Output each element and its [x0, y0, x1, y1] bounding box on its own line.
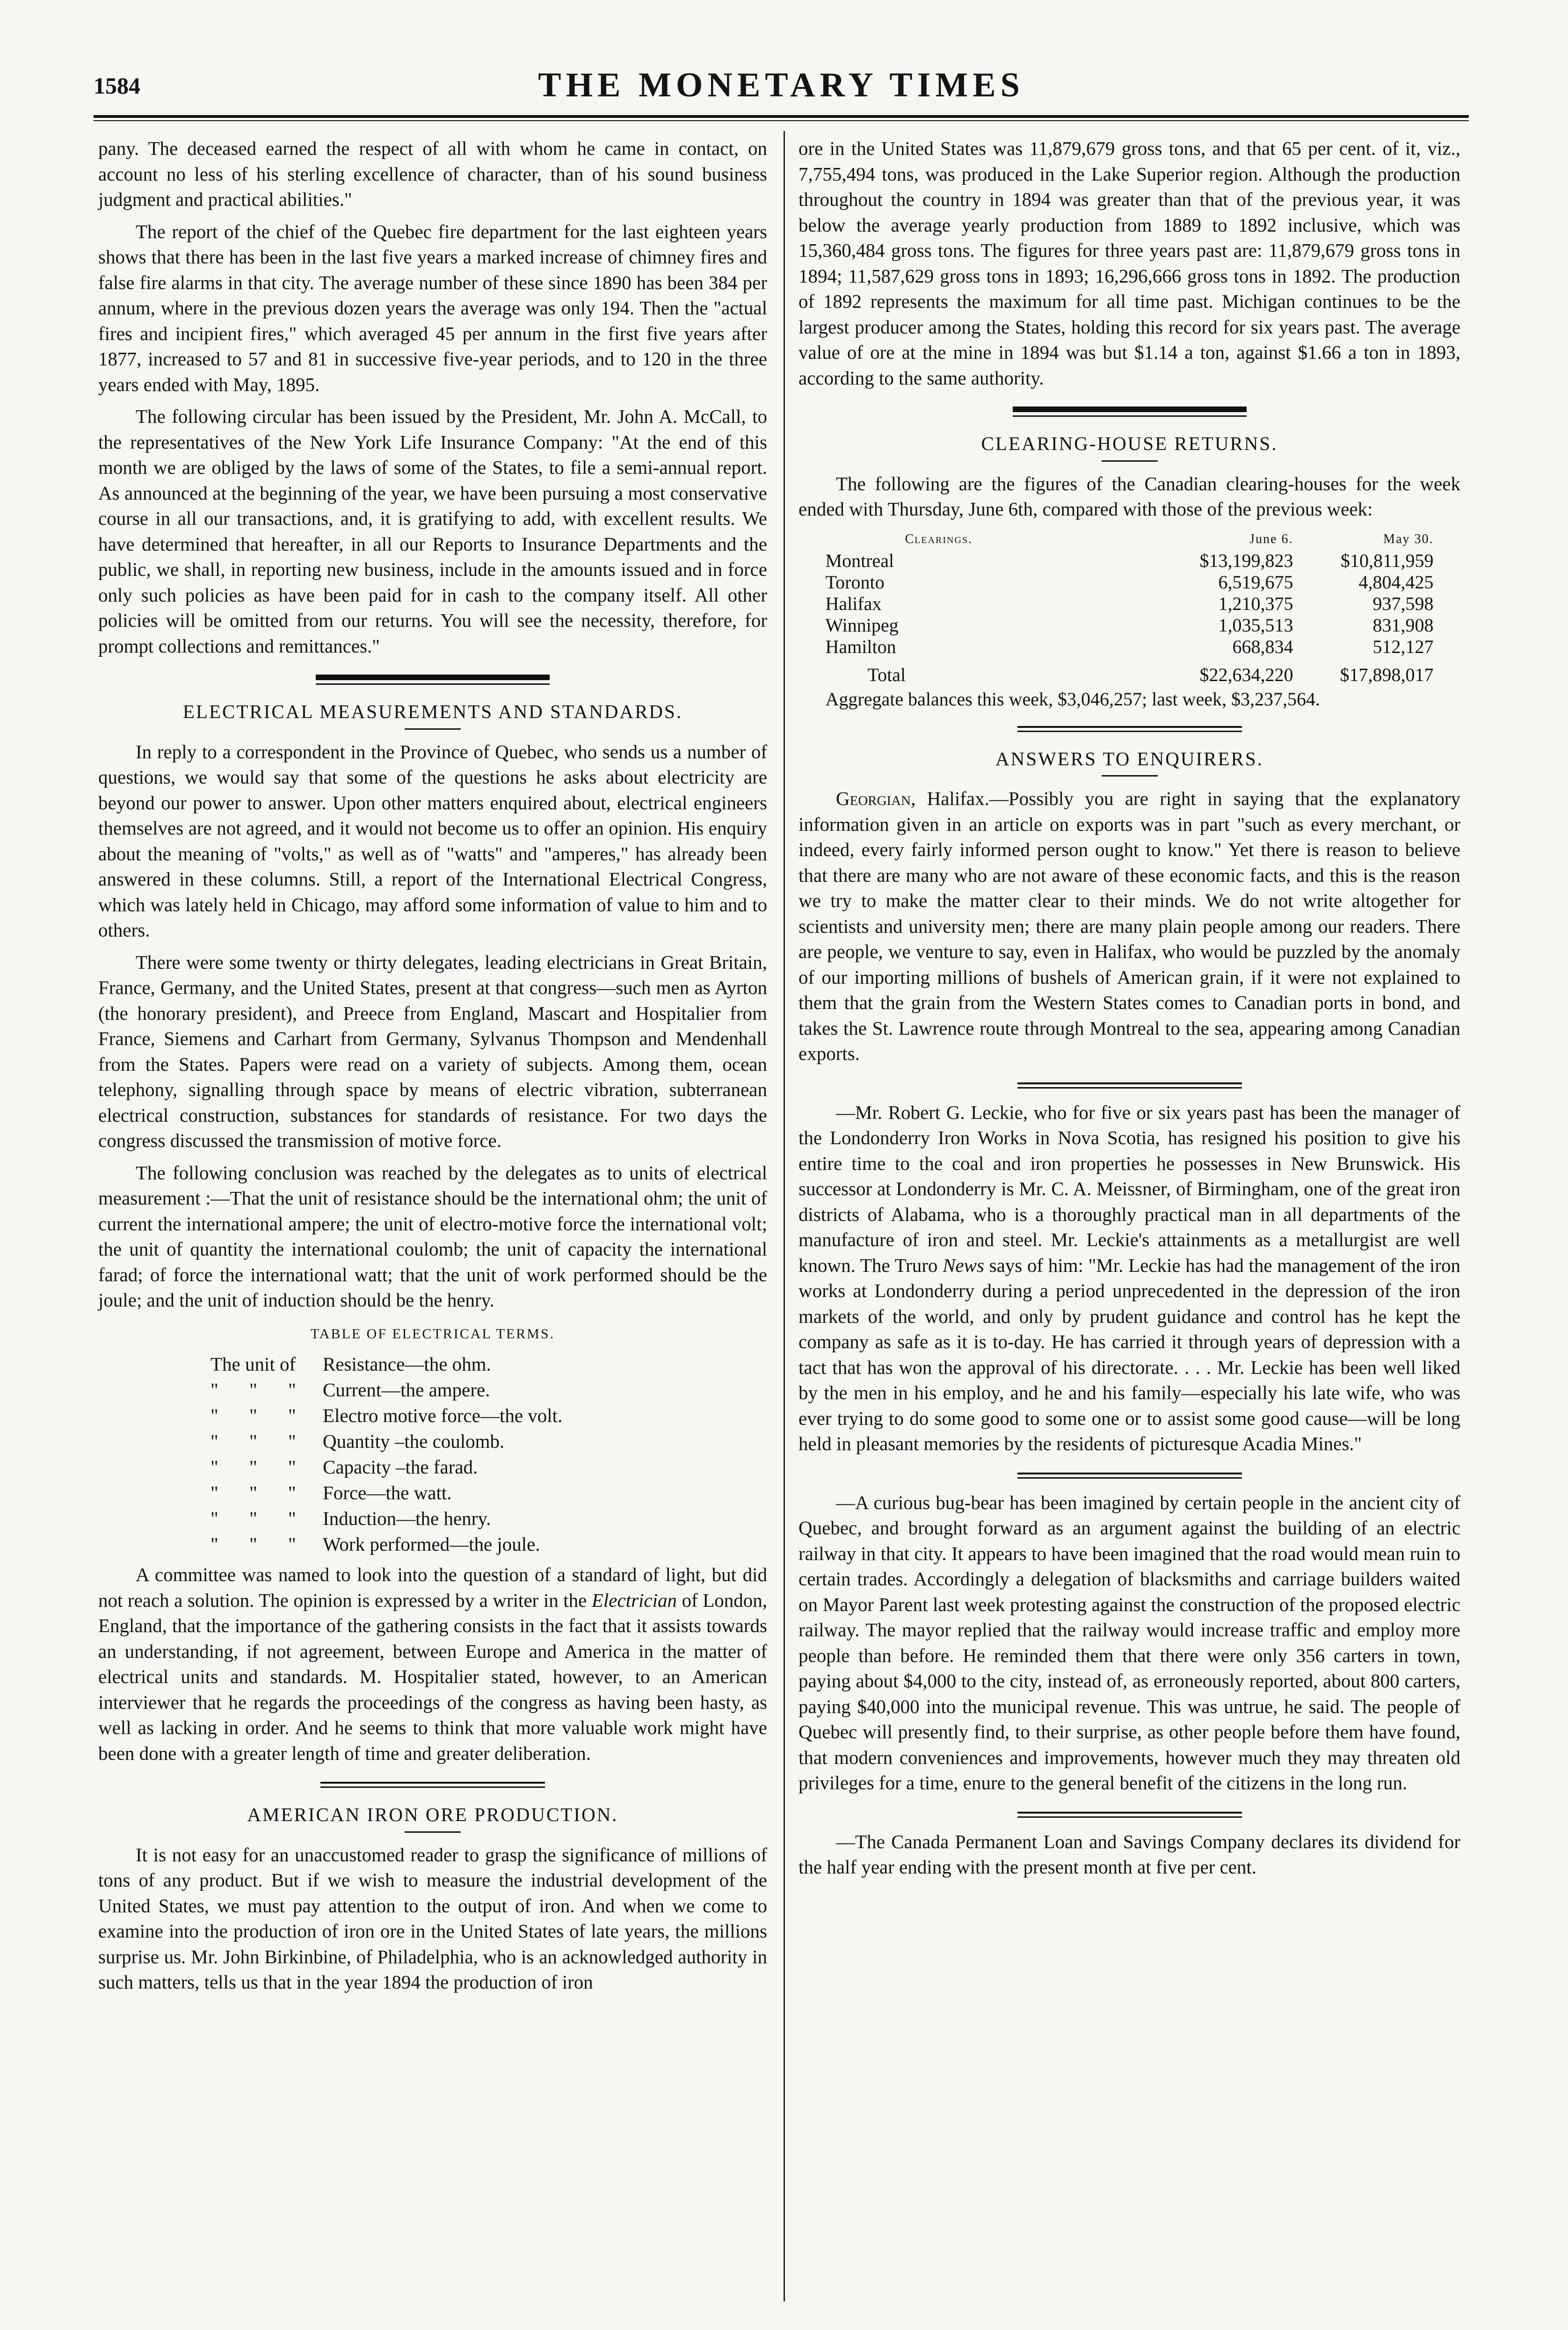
table-row [211, 1351, 767, 1377]
ditto-mark: " " " [211, 1533, 309, 1555]
aggregate-line: Aggregate balances this week, $3,046,257; last week, $3,237,564. [825, 688, 1321, 710]
page-number: 1584 [94, 73, 140, 99]
heading-underline [1102, 775, 1158, 777]
value-cell: 831,908 [1372, 614, 1434, 636]
left-column [98, 136, 767, 2002]
text-run: says of him: "Mr. Leckie has had the management of the iron works at Londonderry during a period unprecedented in the depression of the iron markets of the world, and only by prudent guidance and control has he kept the company as safe as it is to-day. He has carried it through years of depression with a tact that has won the approval of his directorate. . . . Mr. Leckie has been well liked by the men in his employ, and he and his family—especially his late wife, who was ever trying to do some good to some one or to assist some good cause—will be long held in pleasant memories by the residents of picturesque Acadia Mines." [799, 1254, 1461, 1454]
section-separator [1017, 726, 1242, 732]
section-heading: ELECTRICAL MEASUREMENTS AND STANDARDS. [182, 701, 683, 722]
ditto-mark: " " " [211, 1482, 309, 1503]
section-separator [1017, 1473, 1242, 1479]
value-cell: $13,199,823 [1199, 550, 1293, 571]
right-column [799, 136, 1460, 1887]
table-row [826, 572, 1434, 593]
section-separator [1013, 406, 1247, 417]
header-rule [94, 115, 1469, 121]
term: Force—the watt. [323, 1482, 452, 1503]
heading-underline [1102, 460, 1158, 462]
ditto-mark: " " " [211, 1379, 309, 1401]
masthead: THE MONETARY TIMES [538, 66, 1024, 104]
table-row [826, 615, 1434, 636]
text-run: of London, England, that the importance of the gathering consists in the fact that it assists towards an understanding, if not agreement, between Europe and America in the matter of electrical units and standards. M. Hospitalier stated, however, to an American interviewer that he regards the proceedings of the congress as having been hasty, as well as lacking in order. And he seems to think that more valuable work might have been done with a greater length of time and greater deliberation. [98, 1589, 768, 1764]
page-header [94, 65, 1469, 108]
table-title: TABLE OF ELECTRICAL TERMS. [310, 1326, 555, 1342]
total-row [826, 664, 1434, 686]
ditto-mark: " " " [211, 1508, 309, 1529]
section-separator [316, 675, 550, 685]
value-cell: 4,804,425 [1358, 571, 1434, 593]
enquirer-name: Georgian [836, 788, 911, 809]
city-cell: Montreal [825, 550, 894, 571]
paragraph: —The Canada Permanent Loan and Savings Company declares its dividend for the half year ending with the present month at five per cent. [799, 1830, 1460, 1878]
paragraph: The following circular has been issued by the President, Mr. John A. McCall, to the representatives of the New York Life Insurance Company: "At the end of this month we are obliged by the laws of some of the States, to file a semi-annual report. As announced at the beginning of the year, we have been pursuing a most conservative course in all our transactions, and, it is gratifying to add, with excellent results. We have determined that hereafter, in all our Reports to Insurance Departments and the public, we shall, in reporting new business, include in the amounts issued and in force only such policies as have been paid for in cash to the company itself. All other policies will be omitted from our returns. You will see the necessity, therefore, for prompt collections and remittances." [98, 406, 767, 657]
paragraph: —A curious bug-bear has been imagined by certain people in the ancient city of Quebec, and brought forward as an argument against the building of an electric railway in that city. It appears to have been imagined that the road would mean ruin to certain trades. Accordingly a delegation of blacksmiths and carriage builders waited on Mayor Parent last week protesting against the construction of the proposed electric railway. The mayor replied that the railway would increase traffic and employ more people than before. He reminded them that there were only 356 carters in town, paying about $4,000 to the city, instead of, as erroneously reported, about 800 carters, paying $40,000 into the municipal revenue. This was untrue, he said. The people of Quebec will presently find, to their surprise, as other people before them have found, that modern conveniences and improvements, however much they may threaten old privileges for a time, enure to the general benefit of the citizens in the long run. [799, 1491, 1460, 1793]
table-row [211, 1403, 767, 1429]
section-separator [320, 1782, 545, 1788]
value-cell: 937,598 [1372, 593, 1434, 614]
table-row [826, 593, 1434, 615]
electrical-terms-table [98, 1351, 767, 1557]
section-heading: AMERICAN IRON ORE PRODUCTION. [247, 1804, 618, 1825]
table-row [211, 1480, 767, 1506]
table-row [211, 1506, 767, 1532]
city-cell: Hamilton [825, 636, 896, 657]
paragraph: It is not easy for an unaccustomed reader to grasp the significance of millions of tons of any product. But if we wish to measure the industrial development of the United States, we must pay attention to the output of iron. And when we come to examine into the production of iron ore in the United States of late years, the millions surprise us. Mr. John Birkinbine, of Philadelphia, who is an acknowledged authority in such matters, tells us that in the year 1894 the production of iron [98, 1844, 767, 1993]
column-divider [784, 131, 785, 2301]
value-cell: 1,035,513 [1218, 614, 1293, 636]
paragraph: ore in the United States was 11,879,679 gross tons, and that 65 per cent. of it, viz., 7,755,494 tons, was produced in the Lake Superior region. Although the production throughout the country in 1894 was greater than that of the previous year, it was below the average yearly production from 1889 to 1892 inclusive, which was 15,360,484 gross tons. The figures for three years past are: 11,879,679 gross tons in 1894; 11,587,629 gross tons in 1893; 16,296,666 gross tons in 1892. The production of 1892 represents the maximum for all time past. Michigan continues to be the largest producer among the States, holding this record for six years past. The average value of ore at the mine in 1894 was but $1.14 a ton, against $1.66 a ton in 1893, according to the same authority. [799, 138, 1460, 389]
paragraph [799, 1100, 1460, 1457]
term: Resistance—the ohm. [323, 1353, 491, 1375]
paragraph: The report of the chief of the Quebec fire department for the last eighteen years shows that there has been in the last five years a marked increase of chimney fires and false fire alarms in that city. The average number of these since 1890 has been 384 per annum, where in the previous dozen years the average was only 194. Then the "actual fires and incipient fires," which averaged 45 per annum in the first five years after 1877, increased to 57 and 81 in successive five-year periods, and to 120 in the three years ended with May, 1895. [98, 220, 767, 395]
section-separator [1017, 1812, 1242, 1818]
total-label: Total [867, 664, 906, 685]
city-cell: Winnipeg [825, 614, 899, 636]
term: Electro motive force—the volt. [323, 1405, 563, 1426]
term: Current—the ampere. [323, 1379, 490, 1401]
term: Capacity –the farad. [323, 1456, 478, 1478]
column-header: May 30. [1383, 531, 1434, 546]
heading-underline [405, 1831, 461, 1833]
column-header: June 6. [1249, 531, 1293, 546]
term: Work performed—the joule. [323, 1533, 540, 1555]
paragraph: In reply to a correspondent in the Province of Quebec, who sends us a number of questions, we would say that some of the questions he asks about electricity are beyond our power to answer. Upon other matters enquired about, electrical engineers themselves are not agreed, and it would not become us to offer an opinion. His enquiry about the meaning of "volts," as well as of "watts" and "amperes," has already been answered in these columns. Still, a report of the International Electrical Congress, which was lately held in Chicago, may afford some information of value to him and to others. [98, 740, 767, 941]
value-cell: 6,519,675 [1218, 571, 1293, 593]
paragraph [799, 786, 1460, 1067]
heading-underline [405, 728, 461, 730]
text-run: , Halifax.—Possibly you are right in saying that the explanatory information given in an article on exports was in part "such as every merchant, or indeed, every fairly informed person ought to know." Yet there is reason to believe that there are many who are not aware of these economic facts, and this is the reason we try to make the matter clear to their minds. We do not write altogether for scientists and university men; there are many plain people among our readers. There are people, we venture to say, even in Halifax, who would be puzzled by the anomaly of our importing millions of bushels of American grain, if it were not explained to them that the grain from the Western States comes to Canadian ports in bond, and takes the St. Lawrence route through Montreal to the sea, appearing among Canadian exports. [799, 788, 1460, 1064]
table-row [826, 636, 1434, 658]
table-header-row [826, 529, 1434, 550]
value-cell: $10,811,959 [1340, 550, 1434, 571]
ditto-mark: " " " [211, 1405, 309, 1426]
ditto-mark: " " " [211, 1456, 309, 1478]
ditto-mark: " " " [211, 1430, 309, 1452]
paragraph: The following conclusion was reached by the delegates as to units of electrical measurement :—That the unit of resistance should be the international ohm; the unit of current the international ampere; the unit of electro-motive force the international volt; the unit of quantity the international coulomb; the unit of capacity the international farad; of force the international watt; that the unit of work performed should be the joule; and the unit of induction should be the henry. [98, 1161, 767, 1311]
paragraph: pany. The deceased earned the respect of all with whom he came in contact, on account no less of his sterling excellence of character, than of his sound business judgment and practical abilities." [98, 138, 767, 210]
table-row [826, 550, 1434, 572]
publication-name: News [943, 1254, 984, 1276]
term: Quantity –the coulomb. [323, 1430, 505, 1452]
total-value: $22,634,220 [1199, 664, 1293, 685]
city-cell: Halifax [825, 593, 882, 614]
paragraph: There were some twenty or thirty delegates, leading electricians in Great Britain, France, Germany, and the United States, present at that congress—such men as Ayrton (the honorary president), and Preece from England, Mascart and Hospitalier from France, Siemens and Carhart from Germany, Sylvanus Thompson and Mendenhall from the States. Papers were read on a variety of subjects. Among them, ocean telephony, signalling through space by means of electric vibration, subterranean electrical construction, substances for standards of resistance. For two days the congress discussed the transmission of motive force. [98, 951, 767, 1151]
section-heading: CLEARING-HOUSE RETURNS. [981, 433, 1278, 454]
table-row [211, 1532, 767, 1557]
clearing-table [826, 529, 1434, 710]
paragraph: The following are the figures of the Canadian clearing-houses for the week ended with Thursday, June 6th, compared with those of the previous week: [799, 472, 1460, 520]
text-run: —Mr. Robert G. Leckie, who for five or six years past has been the manager of the Londonderry Iron Works in Nova Scotia, has resigned his position to give his entire time to the coal and iron properties he possesses in New Brunswick. His successor at Londonderry is Mr. C. A. Meissner, of Birmingham, one of the great iron districts of Alabama, who is a thoroughly practical man in all departments of the manufacture of iron and steel. Mr. Leckie's attainments as a metallurgist are well known. The Truro [799, 1101, 1460, 1276]
value-cell: 1,210,375 [1218, 593, 1293, 614]
table-lead: The unit of [211, 1353, 296, 1375]
column-header: Clearings. [905, 531, 973, 546]
city-cell: Toronto [825, 571, 885, 593]
table-row [211, 1429, 767, 1454]
term: Induction—the henry. [323, 1508, 491, 1529]
text-run: A committee was named to look into the question of a standard of light, but did not reach a solution. The opinion is expressed by a writer in the [98, 1564, 767, 1611]
value-cell: 668,834 [1232, 636, 1293, 657]
table-row [211, 1377, 767, 1403]
section-heading: ANSWERS TO ENQUIRERS. [995, 748, 1263, 769]
table-row [211, 1454, 767, 1480]
publication-name: Electrician [591, 1589, 677, 1611]
value-cell: 512,127 [1372, 636, 1434, 657]
section-separator [1017, 1082, 1242, 1089]
total-value: $17,898,017 [1340, 664, 1434, 685]
paragraph [98, 1562, 767, 1766]
